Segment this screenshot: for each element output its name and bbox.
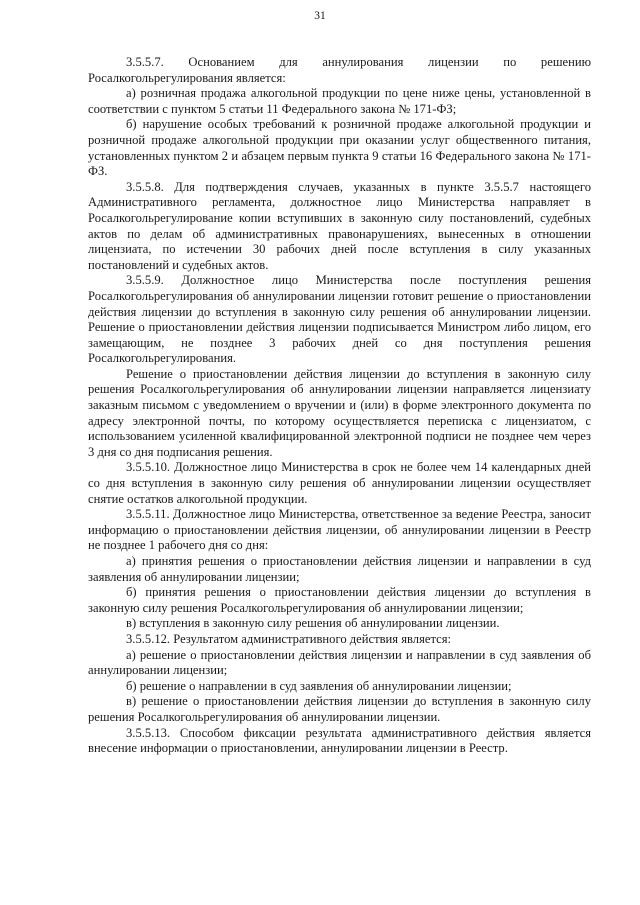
paragraph-3-5-5-7-item-b: б) нарушение особых требований к розничной продаже алкогольной продукции и розничной продаже алкогольной продукции при оказании услуг общественного питания, установленных пунктом 2 и абзацем первым пункта 9 статьи 16 Федерального закона № 171-ФЗ. (88, 117, 591, 179)
page-number: 31 (314, 10, 326, 22)
paragraph-3-5-5-12-item-a: а) решение о приостановлении действия лицензии и направлении в суд заявления об аннулировании лицензии; (88, 647, 591, 678)
paragraph-3-5-5-10: 3.5.5.10. Должностное лицо Министерства в срок не более чем 14 календарных дней со дня вступления в законную силу решения об аннулировании лицензии осуществляет снятие остатков алкогольной продукции. (88, 460, 591, 506)
document-body (88, 55, 591, 757)
paragraph-3-5-5-7-item-a: а) розничная продажа алкогольной продукции по цене ниже цены, установленной в соответствии с пунктом 5 статьи 11 Федерального закона № 171-ФЗ; (88, 86, 591, 116)
paragraph-3-5-5-11-item-b: б) принятия решения о приостановлении действия лицензии до вступления в законную силу решения Росалкогольрегулирования об аннулировании лицензии; (88, 585, 591, 615)
paragraph-3-5-5-7: 3.5.5.7. Основанием для аннулирования лицензии по решению Росалкогольрегулирования является: (88, 55, 591, 85)
paragraph-3-5-5-11-item-c: в) вступления в законную силу решения об аннулировании лицензии. (126, 616, 500, 631)
paragraph-3-5-5-12: 3.5.5.12. Результатом административного действия является: (126, 631, 451, 646)
paragraph-3-5-5-9: 3.5.5.9. Должностное лицо Министерства после поступления решения Росалкогольрегулирования об аннулировании лицензии готовит решение о приостановлении действия лицензии до вступления в законную силу решения об аннулировании лицензии. Решение о приостановлении действия лицензии подписывается Министром либо лицом, его замещающим, не позднее 3 рабочих дней со дня поступления решения Росалкогольрегулирования. (88, 273, 591, 366)
paragraph-3-5-5-11: 3.5.5.11. Должностное лицо Министерства, ответственное за ведение Реестра, заносит информацию о приостановлении действия лицензии, об аннулировании лицензии в Реестр не позднее 1 рабочего дня со дня: (88, 507, 591, 553)
paragraph-3-5-5-12-item-b: б) решение о направлении в суд заявления об аннулировании лицензии; (126, 678, 512, 693)
paragraph-3-5-5-11-item-a: а) принятия решения о приостановлении действия лицензии и направлении в суд заявления об аннулировании лицензии; (88, 554, 591, 584)
paragraph-3-5-5-12-item-c: в) решение о приостановлении действия лицензии до вступления в законную силу решения Росалкогольрегулирования об аннулировании лицензии. (88, 694, 591, 724)
paragraph-3-5-5-9-continuation: Решение о приостановлении действия лицензии до вступления в законную силу решения Росалкогольрегулирования об аннулировании лицензии направляется лицензиату заказным письмом с уведомлением о вручении и (или) в форме электронного документа по адресу электронной почты, по которому осуществляется переписка с лицензиатом, с использованием усиленной квалифицированной электронной подписи не позднее чем через 3 дня со дня подписания решения. (88, 366, 591, 459)
paragraph-3-5-5-13: 3.5.5.13. Способом фиксации результата административного действия является внесение информации о приостановлении, аннулировании лицензии в Реестр. (88, 725, 591, 756)
paragraph-3-5-5-8: 3.5.5.8. Для подтверждения случаев, указанных в пункте 3.5.5.7 настоящего Административного регламента, должностное лицо Министерства направляет в Росалкогольрегулирование копии вступивших в законную силу постановлений, судебных актов по делам об административных правонарушениях, вынесенных в отношении лицензиата, по истечении 30 рабочих дней после вступления в силу указанных постановлений и судебных актов. (88, 179, 591, 272)
